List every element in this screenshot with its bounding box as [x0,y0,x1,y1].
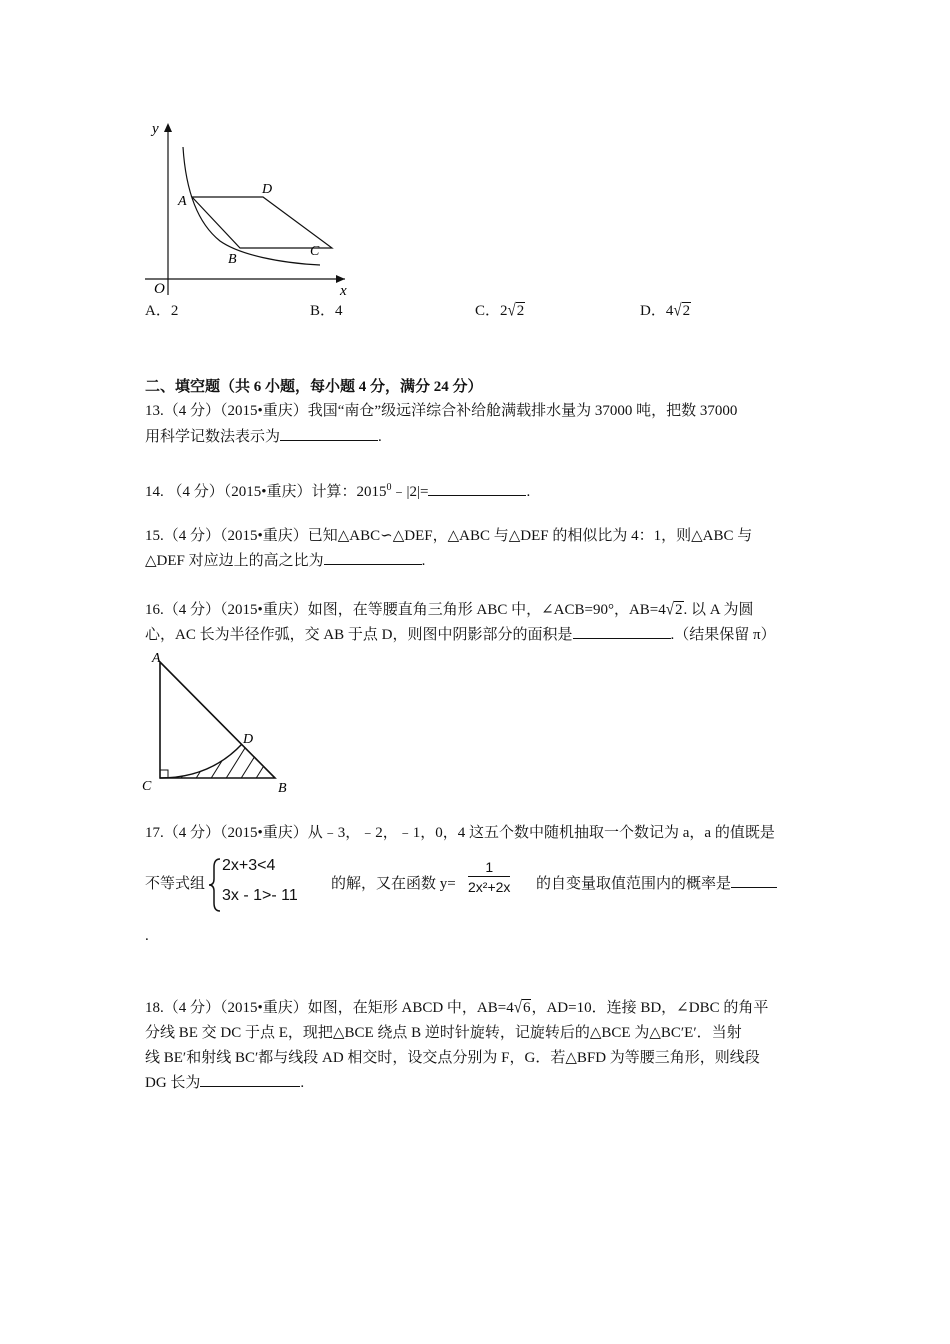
origin-label: O [154,281,165,297]
point-a-label: A [178,194,187,209]
q16-point-b: B [278,781,287,796]
q15-line1: 15.（4 分）（2015•重庆）已知△ABC∽△DEF，△ABC 与△DEF 的相似比为 4：1，则△ABC 与 [145,528,753,544]
q18-line4 [145,1072,304,1094]
point-d-label: D [262,182,273,197]
q16-point-c: C [142,779,152,794]
q18-answer-blank[interactable] [200,1072,300,1087]
q16-text-d: .（结果保留 π） [670,627,776,643]
q17-mid: 的解，又在函数 y= [331,876,456,892]
q15-text: △DEF 对应边上的高之比为 [145,553,324,569]
q12-figure [140,115,355,300]
q17-ineq1: 2x+3<4 [222,857,276,874]
option-a [145,300,178,322]
q16-radicand: 2 [675,602,683,618]
q16-text-a: 16.（4 分）（2015•重庆）如图，在等腰直角三角形 ABC 中，∠ACB=90°，AB=4 [145,602,666,618]
q16-point-d: D [243,732,254,747]
option-c: C．2√2 [475,301,525,321]
q14-exponent: 0 [386,482,392,493]
q14-expr: ﹣|2|= [391,484,429,500]
brace-icon [208,857,222,913]
point-b-label: B [228,252,237,267]
option-b-letter: B． [310,303,336,319]
q18-period: . [300,1075,305,1091]
q17-frac-num: 1 [468,858,510,877]
q14-text: 14. （4 分）（2015•重庆）计算：2015 [145,484,387,500]
option-d-value: 4 [665,303,674,319]
q18-line3: 线 BE′和射线 BC′都与线段 AD 相交时，设交点分别为 F，G．若△BFD 为等腰三角形，则线段 [145,1050,760,1066]
q17-line1: 17.（4 分）（2015•重庆）从﹣3，﹣2，﹣1，0，4 这五个数中随机抽取一个数记为 a，a 的值既是 [145,825,775,841]
option-d-letter: D． [640,303,666,319]
option-b [310,300,343,322]
q15-line2 [145,550,425,572]
q17-pre: 不等式组 [145,876,206,892]
q13-line2 [145,426,382,448]
q13-text: 用科学记数法表示为 [145,429,281,445]
q16-point-a: A [152,651,161,666]
q16-line2 [145,624,776,646]
q17-ineq2: 3x - 1>- 11 [222,887,298,904]
option-a-value: 2 [170,303,179,319]
option-c-radicand: 2 [516,303,525,319]
q16-text-b: . 以 A 为圆 [683,602,754,618]
q14-period: . [526,484,531,500]
q17-text: 的自变量取值范围内的概率是 [536,876,732,892]
q18-text-b: ，AD=10．连接 BD，∠DBC 的角平 [531,1000,769,1016]
q17-answer-blank[interactable] [731,873,777,888]
q13-period: . [378,429,382,445]
option-d: D．4√2 [640,301,691,321]
q14-answer-blank[interactable] [428,481,526,496]
option-a-letter: A． [145,303,171,319]
q18-text-a: 18.（4 分）（2015•重庆）如图，在矩形 ABCD 中，AB=4 [145,1000,514,1016]
option-d-radicand: 2 [682,303,691,319]
option-c-letter: C． [475,303,501,319]
q15-answer-blank[interactable] [324,550,422,565]
q17-post [536,873,777,895]
q17-fraction [468,858,510,897]
y-axis-label: y [152,121,159,137]
option-c-value: 2 [500,303,508,319]
q18-radicand: 6 [522,1000,531,1016]
q16-line1: 16.（4 分）（2015•重庆）如图，在等腰直角三角形 ABC 中，∠ACB=90°，AB=4√2. 以 A 为圆 [145,600,754,620]
q16-answer-blank[interactable] [573,624,671,639]
section-heading: 二、填空题（共 6 小题，每小题 4 分，满分 24 分） [145,379,483,395]
q14-line [145,477,530,503]
x-axis-label: x [340,283,347,299]
q18-line1: 18.（4 分）（2015•重庆）如图，在矩形 ABCD 中，AB=4√6，AD=10．连接 BD，∠DBC 的角平 [145,998,769,1018]
q17-frac-den: 2x²+2x [468,879,511,895]
q15-period: . [421,553,426,569]
q16-text-c: 心，AC 长为半径作弧，交 AB 于点 D，则图中阴影部分的面积是 [145,627,573,643]
q16-figure [140,648,300,796]
q18-text-c: DG 长为 [145,1075,201,1091]
q13-answer-blank[interactable] [280,426,378,441]
q13-line1: 13.（4 分）（2015•重庆）我国“南仓”级远洋综合补给舱满载排水量为 37000 吨，把数 37000 [145,403,738,419]
option-b-value: 4 [335,303,343,319]
point-c-label: C [310,244,320,259]
q17-line3: . [145,928,149,944]
q18-line2: 分线 BE 交 DC 于点 E，现把△BCE 绕点 B 逆时针旋转，记旋转后的△BCE 为△BC′E′．当射 [145,1025,742,1041]
